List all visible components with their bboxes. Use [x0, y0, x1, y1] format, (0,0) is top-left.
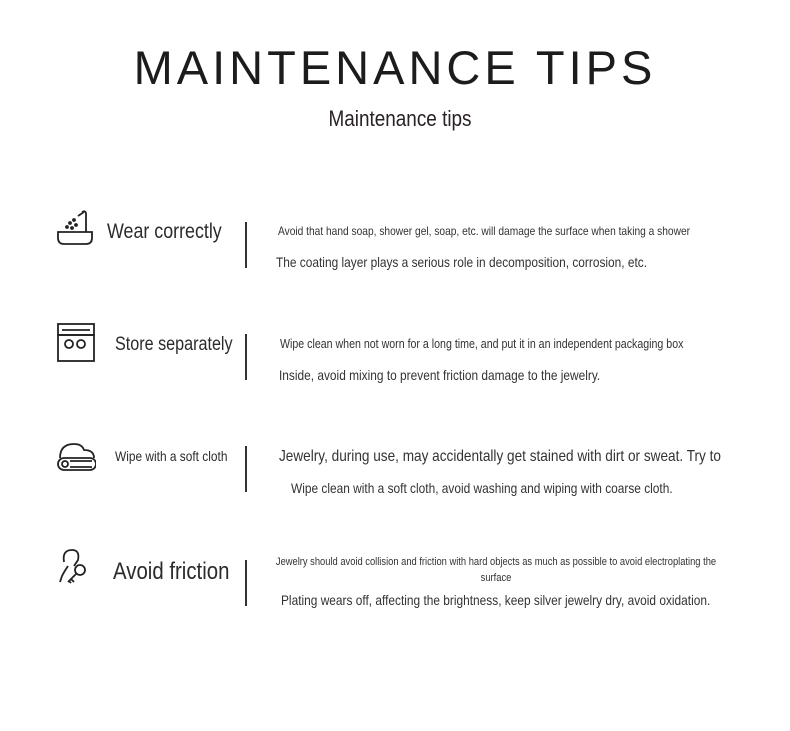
page-title: MAINTENANCE TIPS: [133, 41, 657, 94]
tip-label: Wipe with a soft cloth: [115, 448, 228, 464]
jewelry-box-icon: [56, 322, 96, 362]
tip-row-wipe-soft-cloth: [0, 426, 790, 516]
tip-line-1: Jewelry should avoid collision and friction with hard objects as much as possible to avoid electroplating the surface: [275, 556, 717, 584]
tip-line-2: Wipe clean with a soft cloth, avoid washing and wiping with coarse cloth.: [291, 480, 673, 496]
tip-row-store-separately: [0, 314, 790, 404]
page-subtitle: Maintenance tips: [328, 106, 472, 131]
divider: [245, 222, 247, 268]
hand-key-icon: [56, 546, 96, 586]
tip-row-avoid-friction: [0, 540, 790, 630]
divider: [245, 560, 247, 606]
shower-basin-icon: [56, 206, 96, 246]
tip-label: Avoid friction: [113, 558, 230, 585]
soft-cloth-icon: [56, 436, 96, 476]
tip-line-1: Wipe clean when not worn for a long time, and put it in an independent packaging box: [280, 337, 684, 351]
tip-row-wear-correctly: [0, 200, 790, 290]
tip-label: Store separately: [115, 334, 233, 355]
divider: [245, 446, 247, 492]
tip-line-1: Avoid that hand soap, shower gel, soap, etc. will damage the surface when taking a shower: [278, 224, 691, 238]
tip-line-2: The coating layer plays a serious role in decomposition, corrosion, etc.: [276, 254, 648, 270]
tip-line-2: Plating wears off, affecting the brightness, keep silver jewelry dry, avoid oxidation.: [281, 592, 711, 608]
tip-line-1: Jewelry, during use, may accidentally get stained with dirt or sweat. Try to: [279, 448, 721, 465]
tip-label: Wear correctly: [107, 220, 222, 243]
tip-line-2: Inside, avoid mixing to prevent friction damage to the jewelry.: [279, 367, 601, 383]
divider: [245, 334, 247, 380]
